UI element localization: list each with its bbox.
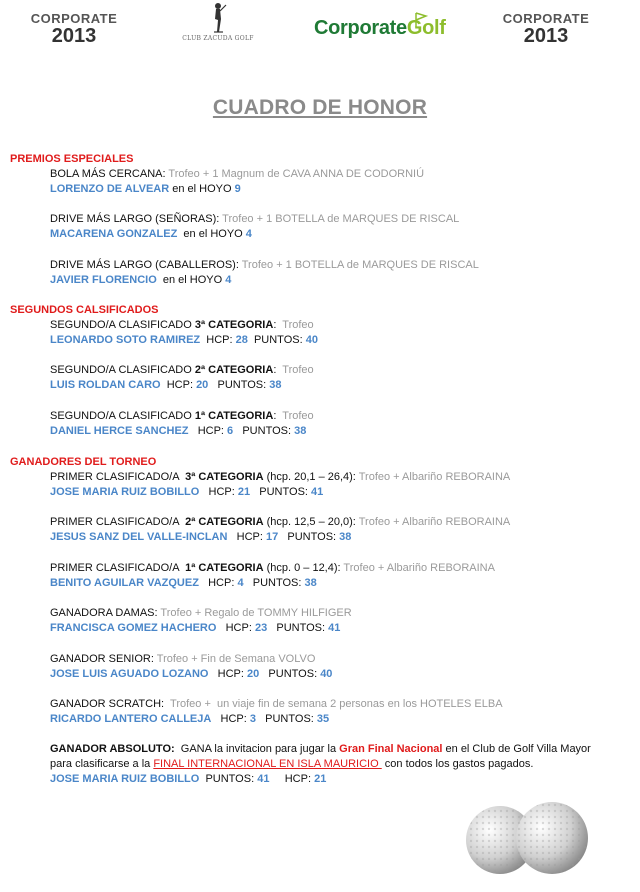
winner-line-scratch: [50, 712, 329, 727]
hcp-label: HCP:: [211, 713, 250, 725]
hcp-value: 3: [249, 713, 256, 725]
hcp-label: HCP:: [160, 379, 197, 391]
hcp-label: HCP:: [188, 425, 228, 437]
winner-name: RICARDO LANTERO CALLEJA: [50, 713, 212, 725]
prize-description: Trofeo + Albariño REBORAINA: [340, 562, 495, 574]
brand-part2: Golf: [406, 17, 446, 39]
puntos-label: PUNTOS:: [267, 622, 329, 634]
corporate-label: CORPORATE: [30, 11, 118, 26]
club-caption: CLUB ZACUDA GOLF: [182, 35, 254, 42]
prize-description: Trofeo + un viaje fin de semana 2 personas en los HOTELES ELBA: [164, 698, 503, 710]
prize-line-damas: [50, 606, 352, 621]
hcp-range: (hcp. 0 – 12,4):: [263, 562, 341, 574]
prize-description: Trofeo + Albariño REBORAINA: [355, 471, 511, 483]
puntos-value: 41: [257, 773, 270, 785]
prize-description: Trofeo: [276, 410, 314, 422]
winner-name: MACARENA GONZALEZ: [50, 228, 178, 240]
winner-name: BENITO AGUILAR VAZQUEZ: [50, 577, 199, 589]
puntos-label: PUNTOS:: [278, 531, 340, 543]
colon: :: [273, 364, 277, 376]
hoyo-value: 4: [245, 228, 252, 240]
prize-line-drive-caballeros: [50, 258, 479, 273]
corporate-2013-logo-left: [24, 12, 124, 46]
prize-line-primero-cat2: [50, 515, 510, 530]
category-label: 3ª CATEGORIA: [185, 471, 264, 483]
section-ganadores-torneo: GANADORES DEL TORNEO: [10, 456, 157, 468]
winner-line-bola: [50, 182, 241, 197]
puntos-value: 40: [320, 668, 333, 680]
hcp-label: HCP:: [199, 486, 238, 498]
year-label: 2013: [523, 25, 569, 47]
winner-line-primero-cat1: [50, 576, 317, 591]
absoluto-text: para clasificarse a la: [50, 758, 154, 770]
prize-label: GANADORA DAMAS:: [50, 607, 158, 619]
puntos-label: PUNTOS:: [247, 334, 306, 346]
hcp-label: HCP:: [227, 531, 266, 543]
category-label: 1ª CATEGORIA: [194, 410, 274, 422]
puntos-label: PUNTOS:: [199, 773, 258, 785]
section-premios-especiales: PREMIOS ESPECIALES: [10, 153, 134, 165]
puntos-value: 40: [305, 334, 318, 346]
puntos-value: 38: [294, 425, 307, 437]
category-label: 1ª CATEGORIA: [185, 562, 264, 574]
hoyo-label: en el HOYO: [156, 274, 226, 286]
puntos-value: 41: [328, 622, 341, 634]
winner-line-senior: [50, 667, 332, 682]
winner-line-primero-cat3: [50, 485, 323, 500]
prize-line-primero-cat3: [50, 470, 510, 485]
winner-line-drive-caballeros: [50, 273, 231, 288]
prize-description: Trofeo: [276, 364, 314, 376]
puntos-label: PUNTOS:: [233, 425, 295, 437]
hcp-value: 21: [237, 486, 251, 498]
hoyo-label: en el HOYO: [177, 228, 246, 240]
winner-name: LUIS ROLDAN CARO: [50, 379, 161, 391]
hcp-value: 17: [265, 531, 279, 543]
prize-label: SEGUNDO/A CLASIFICADO: [50, 319, 195, 331]
category-label: 2ª CATEGORIA: [194, 364, 274, 376]
prize-description: Trofeo + 1 BOTELLA de MARQUES DE RISCAL: [238, 259, 479, 271]
winner-name: FRANCISCA GOMEZ HACHERO: [50, 622, 217, 634]
winner-line-drive-senoras: [50, 227, 252, 242]
winner-name: JOSE LUIS AGUADO LOZANO: [50, 668, 209, 680]
colon: :: [273, 319, 277, 331]
winner-name: LORENZO DE ALVEAR: [50, 183, 170, 195]
hcp-label: HCP:: [216, 622, 255, 634]
puntos-value: 38: [304, 577, 317, 589]
hcp-value: 20: [196, 379, 209, 391]
prize-description: Trofeo + Regalo de TOMMY HILFIGER: [157, 607, 352, 619]
prize-description: Trofeo + Albariño REBORAINA: [355, 516, 511, 528]
prize-line-segundo-cat2: [50, 363, 314, 378]
puntos-label: PUNTOS:: [259, 668, 321, 680]
winner-name: JAVIER FLORENCIO: [50, 274, 157, 286]
final-internacional-text: FINAL INTERNACIONAL EN ISLA MAURICIO: [153, 758, 382, 770]
page-header: [0, 0, 640, 60]
flag-icon: [414, 12, 428, 28]
winner-name: JOSE MARIA RUIZ BOBILLO: [50, 486, 200, 498]
section-segundos-clasificados: SEGUNDOS CALSIFICADOS: [10, 304, 159, 316]
corporate-label: CORPORATE: [502, 11, 590, 26]
prize-description: Trofeo + 1 Magnum de CAVA ANNA DE CODORNIÚ: [165, 168, 425, 180]
hcp-value: 20: [247, 668, 260, 680]
puntos-label: PUNTOS:: [243, 577, 305, 589]
prize-line-senior: [50, 652, 315, 667]
absoluto-line-2: [50, 757, 533, 772]
puntos-label: PUNTOS:: [208, 379, 270, 391]
prize-label: PRIMER CLASIFICADO/A: [50, 516, 186, 528]
golf-balls-image: [462, 796, 592, 876]
prize-line-segundo-cat1: [50, 409, 314, 424]
prize-line-drive-senoras: [50, 212, 459, 227]
corporate-2013-logo-right: [496, 12, 596, 46]
brand-part1: Corporate: [314, 17, 407, 39]
puntos-value: 35: [316, 713, 330, 725]
absoluto-text: en el Club de Golf Villa Mayor: [442, 743, 591, 755]
hcp-label: HCP:: [269, 773, 315, 785]
hcp-label: HCP:: [200, 334, 236, 346]
winner-name: JESUS SANZ DEL VALLE-INCLAN: [50, 531, 228, 543]
hcp-value: 23: [254, 622, 268, 634]
prize-label: PRIMER CLASIFICADO/A: [50, 562, 186, 574]
hcp-value: 4: [237, 577, 244, 589]
puntos-label: PUNTOS:: [250, 486, 312, 498]
prize-label: PRIMER CLASIFICADO/A: [50, 471, 186, 483]
page-title: CUADRO DE HONOR: [212, 96, 428, 119]
puntos-value: 38: [269, 379, 282, 391]
winner-name: JOSE MARIA RUIZ BOBILLO: [50, 773, 200, 785]
prize-description: Trofeo + 1 BOTELLA de MARQUES DE RISCAL: [219, 213, 460, 225]
prize-label: BOLA MÁS CERCANA:: [50, 168, 166, 180]
puntos-value: 41: [311, 486, 324, 498]
hoyo-value: 9: [234, 183, 241, 195]
year-label: 2013: [51, 25, 97, 47]
colon: :: [273, 410, 277, 422]
prize-description: Trofeo: [276, 319, 314, 331]
hcp-range: (hcp. 12,5 – 20,0):: [263, 516, 356, 528]
hcp-value: 28: [235, 334, 248, 346]
prize-label: GANADOR SCRATCH:: [50, 698, 165, 710]
hoyo-label: en el HOYO: [169, 183, 235, 195]
absoluto-text: con todos los gastos pagados.: [381, 758, 534, 770]
absoluto-line-1: [50, 742, 591, 757]
hcp-value: 21: [314, 773, 327, 785]
prize-label: DRIVE MÁS LARGO (SEÑORAS):: [50, 213, 220, 225]
prize-line-scratch: [50, 697, 503, 712]
hoyo-value: 4: [225, 274, 232, 286]
hcp-value: 6: [227, 425, 234, 437]
category-label: 3ª CATEGORIA: [194, 319, 274, 331]
puntos-value: 38: [339, 531, 352, 543]
prize-label: GANADOR SENIOR:: [50, 653, 154, 665]
absoluto-text: GANA la invitacion para jugar la: [174, 743, 340, 755]
prize-line-bola: [50, 167, 424, 182]
winner-line-segundo-cat1: [50, 424, 306, 439]
winner-line-segundo-cat2: [50, 378, 281, 393]
winner-line-damas: [50, 621, 340, 636]
winner-line-absoluto: [50, 772, 326, 787]
club-logo: [178, 2, 258, 42]
prize-label: SEGUNDO/A CLASIFICADO: [50, 364, 195, 376]
prize-line-segundo-cat3: [50, 318, 314, 333]
winner-name: DANIEL HERCE SANCHEZ: [50, 425, 189, 437]
category-label: 2ª CATEGORIA: [185, 516, 264, 528]
winner-name: LEONARDO SOTO RAMIREZ: [50, 334, 201, 346]
winner-line-primero-cat2: [50, 530, 351, 545]
hcp-label: HCP:: [208, 668, 248, 680]
winner-line-segundo-cat3: [50, 333, 318, 348]
puntos-label: PUNTOS:: [255, 713, 317, 725]
prize-label: DRIVE MÁS LARGO (CABALLEROS):: [50, 259, 239, 271]
hcp-range: (hcp. 20,1 – 26,4):: [263, 471, 356, 483]
gran-final-text: Gran Final Nacional: [339, 743, 443, 755]
absoluto-label: GANADOR ABSOLUTO:: [50, 743, 175, 755]
prize-line-primero-cat1: [50, 561, 495, 576]
hcp-label: HCP:: [198, 577, 238, 589]
prize-description: Trofeo + Fin de Semana VOLVO: [153, 653, 316, 665]
prize-label: SEGUNDO/A CLASIFICADO: [50, 410, 195, 422]
golfer-icon: [207, 2, 229, 34]
